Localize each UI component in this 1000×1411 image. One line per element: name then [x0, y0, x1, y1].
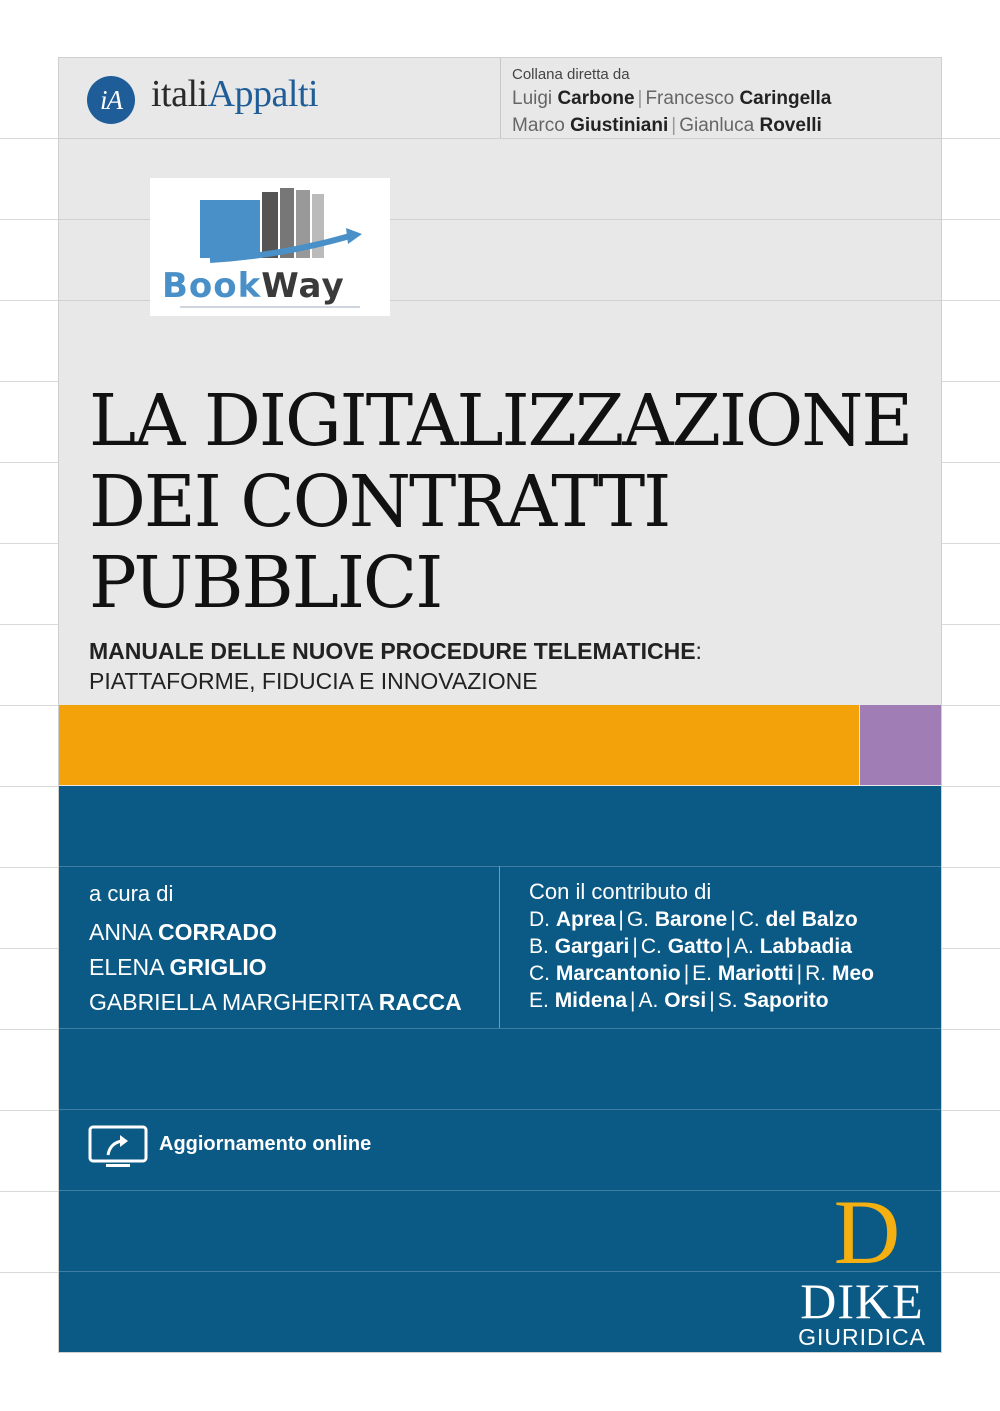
- contributor-first: C.: [529, 962, 550, 985]
- book-subtitle: [89, 636, 702, 696]
- bookway-part2: Way: [261, 266, 345, 306]
- editor-name: [89, 915, 462, 950]
- italiappalti-logo-icon: iA: [87, 76, 135, 124]
- contributor-first: B.: [529, 935, 549, 958]
- title-line: DEI CONTRATTI: [89, 460, 670, 543]
- separator: |: [632, 935, 638, 958]
- brand-part1: itali: [151, 73, 208, 115]
- collana-label: Collana diretta da: [512, 66, 630, 83]
- director-first: Gianluca: [679, 115, 755, 136]
- header-divider: [500, 58, 501, 138]
- publisher-logo: [787, 1181, 937, 1351]
- editors-block: [89, 880, 462, 1020]
- bookway-part1: Book: [162, 266, 262, 306]
- monitor-update-icon: [88, 1125, 148, 1171]
- purple-band: [860, 705, 941, 785]
- separator: |: [637, 88, 643, 109]
- directors-line: [512, 112, 831, 139]
- subtitle-line2: PIATTAFORME, FIDUCIA E INNOVAZIONE: [89, 668, 538, 694]
- publisher-name: DIKE: [800, 1273, 924, 1329]
- contributors-line: [529, 906, 874, 933]
- bookway-books-icon: [150, 178, 390, 268]
- contributor-last: del Balzo: [765, 908, 858, 931]
- brand-part2: Appalti: [207, 73, 319, 115]
- editor-last: RACCA: [378, 989, 462, 1015]
- contributor-last: Aprea: [555, 908, 616, 931]
- director-first: Luigi: [512, 88, 553, 109]
- title-line: LA DIGITALIZZAZIONE: [89, 379, 912, 462]
- contributors-line: [529, 960, 874, 987]
- contributor-first: A.: [638, 989, 659, 1012]
- contributor-last: Saporito: [743, 989, 829, 1012]
- editor-name: [89, 985, 462, 1020]
- series-directors: [512, 66, 831, 139]
- director-last: Giustiniani: [570, 115, 669, 136]
- contributor-first: C.: [640, 935, 662, 958]
- contributor-first: G.: [626, 908, 650, 931]
- editor-last: CORRADO: [158, 919, 277, 945]
- director-last: Rovelli: [759, 115, 822, 136]
- panel-rule: [59, 1028, 941, 1029]
- editor-last: GRIGLIO: [169, 954, 267, 980]
- contributor-first: E.: [529, 989, 549, 1012]
- publisher-mark: D: [833, 1181, 901, 1283]
- director-first: Marco: [512, 115, 565, 136]
- orange-band: [59, 705, 859, 785]
- contributor-last: Labbadia: [759, 935, 852, 958]
- contributor-last: Meo: [831, 962, 874, 985]
- contributors-block: [529, 878, 874, 1014]
- director-last: Carbone: [557, 88, 635, 109]
- director-first: Francesco: [645, 88, 735, 109]
- contributor-last: Gatto: [667, 935, 723, 958]
- book-cover: [59, 58, 941, 1352]
- separator: |: [618, 908, 624, 931]
- book-title: [89, 380, 911, 623]
- contributor-first: S.: [717, 989, 738, 1012]
- contributor-last: Midena: [554, 989, 628, 1012]
- editor-first: GABRIELLA MARGHERITA: [89, 989, 373, 1015]
- contributor-first: E.: [692, 962, 712, 985]
- contributor-first: C.: [738, 908, 760, 931]
- separator: |: [630, 989, 636, 1012]
- panel-rule: [59, 866, 941, 867]
- contributors-label: Con il contributo di: [529, 879, 712, 904]
- separator: |: [683, 962, 690, 985]
- authors-divider: [499, 866, 500, 1028]
- editors-label: a cura di: [89, 881, 174, 906]
- publisher-sub: GIURIDICA: [798, 1324, 926, 1350]
- separator: |: [796, 962, 803, 985]
- editor-first: ELENA: [89, 954, 164, 980]
- separator: |: [730, 908, 736, 931]
- contributors-line: [529, 987, 874, 1014]
- title-line: PUBBLICI: [89, 541, 442, 624]
- contributor-last: Barone: [654, 908, 728, 931]
- contributor-last: Marcantonio: [555, 962, 681, 985]
- subtitle-colon: :: [695, 638, 702, 664]
- contributor-last: Mariotti: [717, 962, 794, 985]
- contributor-last: Gargari: [554, 935, 630, 958]
- editor-name: [89, 950, 462, 985]
- directors-line: [512, 85, 831, 112]
- panel-rule: [59, 1109, 941, 1110]
- bookway-tagline: [180, 306, 360, 308]
- contributors-line: [529, 933, 874, 960]
- separator: |: [709, 989, 715, 1012]
- bookway-watermark: [150, 178, 390, 316]
- contributor-last: Orsi: [664, 989, 707, 1012]
- director-last: Caringella: [739, 88, 832, 109]
- series-brand: [151, 72, 318, 116]
- subtitle-text: MANUALE DELLE NUOVE PROCEDURE TELEMATICHE: [89, 638, 696, 664]
- separator: |: [725, 935, 731, 958]
- subtitle-line1: [89, 636, 702, 666]
- editor-first: ANNA: [89, 919, 152, 945]
- online-update-label: Aggiornamento online: [159, 1133, 372, 1155]
- contributor-first: R.: [805, 962, 827, 985]
- contributor-first: D.: [529, 908, 550, 931]
- separator: |: [671, 115, 677, 136]
- contributor-first: A.: [734, 935, 754, 958]
- bookway-text: [162, 266, 345, 306]
